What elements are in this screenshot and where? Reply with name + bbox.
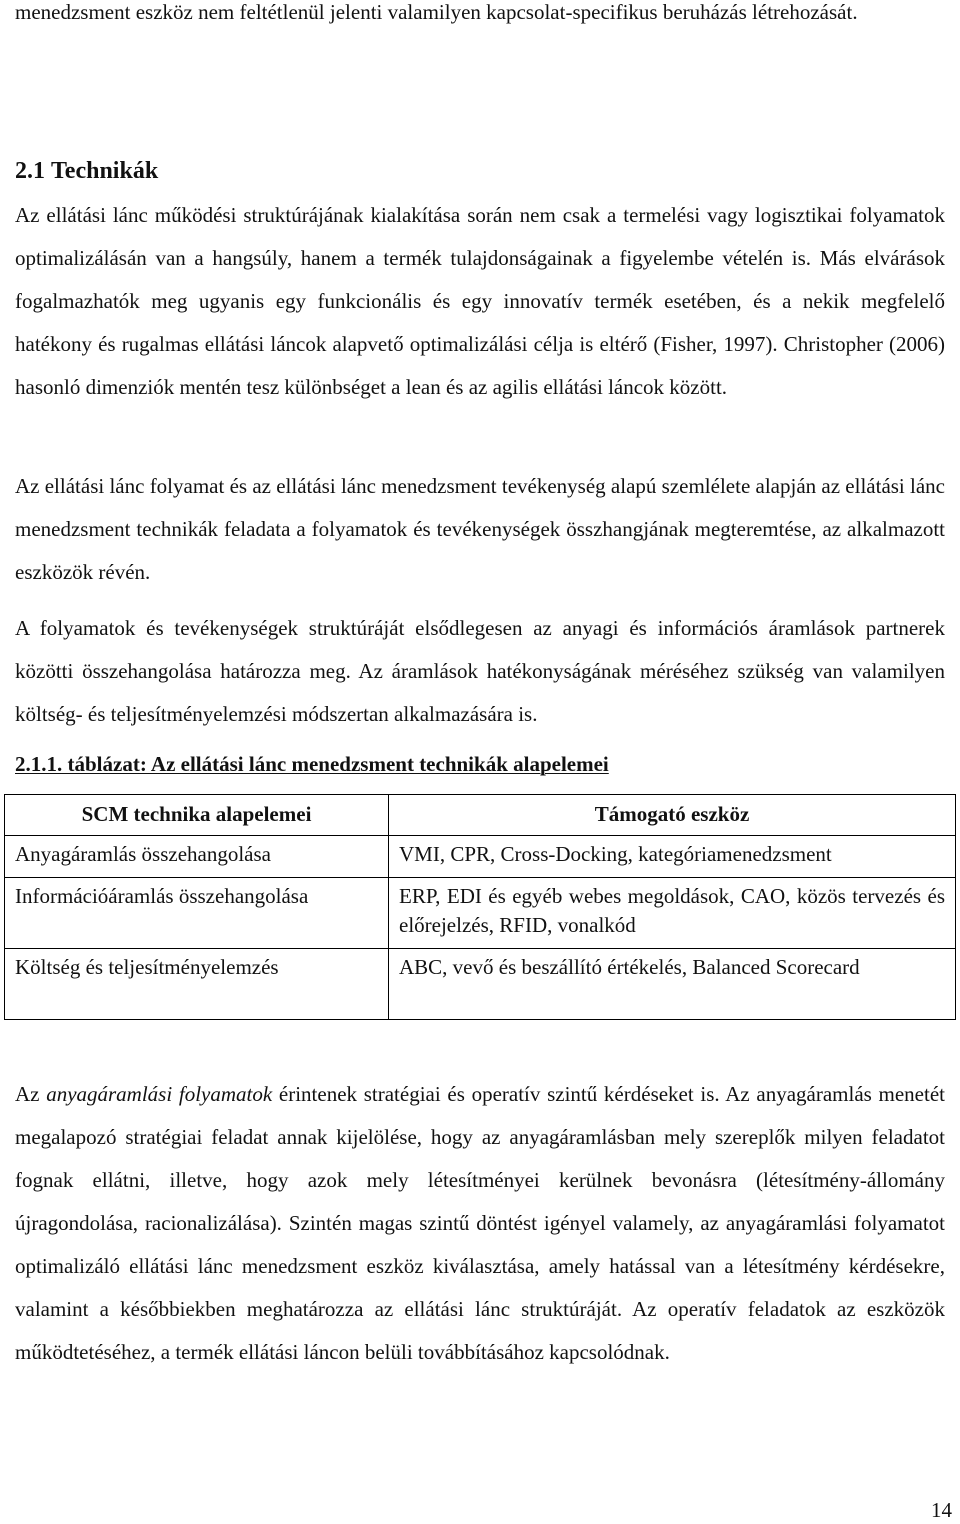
table-header-row: [5, 795, 956, 836]
table-row: [5, 878, 956, 949]
scm-techniques-table: [4, 794, 956, 1020]
table-cell: VMI, CPR, Cross-Docking, kategóriamenedzsment: [389, 836, 956, 878]
table-header-cell: SCM technika alapelemei: [5, 795, 389, 836]
table-header-cell: Támogató eszköz: [389, 795, 956, 836]
table-row: [5, 836, 956, 878]
table-cell: Költség és teljesítményelemzés: [5, 949, 389, 1020]
paragraph-4-rest: érintenek stratégiai és operatív szintű kérdéseket is. Az anyagáramlás menetét megalapozó stratégiai feladat annak kijelölése, hogy az anyagáramlásban mely szereplők milyen feladatot fognak ellátni, illetve, hogy azok mely létesítményei kerülnek bevonásra (létesítmény-állomány újragondolása, racionalizálása). Szintén magas szintű döntést igényel valamely, az anyagáramlási folyamatot optimalizáló ellátási lánc menedzsment eszköz kiválasztása, amely hatással van a létesítmény kérdésekre, valamint a későbbiekben meghatározza az ellátási lánc struktúráját. Az operatív feladatok az eszközök működtetéséhez, a termék ellátási láncon belüli továbbításához kapcsolódnak.: [15, 1082, 945, 1364]
paragraph-4-start: Az: [15, 1082, 47, 1106]
section-heading: [15, 158, 158, 185]
table-row: [5, 949, 956, 1020]
table-cell: ABC, vevő és beszállító értékelés, Balanced Scorecard: [389, 949, 956, 1020]
paragraph-3: A folyamatok és tevékenységek struktúráját elsődlegesen az anyagi és információs áramlások partnerek közötti összehangolása határozza meg. Az áramlások hatékonyságának méréséhez szükség van valamilyen költség- és teljesítményelemzési módszertan alkalmazására is.: [15, 616, 945, 726]
page-number: 14: [931, 1498, 952, 1522]
section-number: 2.1: [15, 158, 45, 184]
paragraph-4-italic: anyagáramlási folyamatok: [46, 1082, 273, 1106]
paragraph-2: Az ellátási lánc folyamat és az ellátási lánc menedzsment tevékenység alapú szemlélete alapján az ellátási lánc menedzsment technikák feladata a folyamatok és tevékenységek összhangjának megteremtése, az alkalmazott eszközök révén.: [15, 474, 945, 584]
intro-paragraph: menedzsment eszköz nem feltétlenül jelenti valamilyen kapcsolat-specifikus beruházás létrehozását.: [15, 0, 858, 24]
paragraph-4: [15, 1073, 945, 1374]
paragraph-1: Az ellátási lánc működési struktúrájának kialakítása során nem csak a termelési vagy logisztikai folyamatok optimalizálásán van a hangsúly, hanem a termék tulajdonságainak a figyelembe vételén is. Más elvárások fogalmazhatók meg ugyanis egy funkcionális és egy innovatív termék esetében, és a nekik megfelelő hatékony és rugalmas ellátási láncok alapvető optimalizálási célja is eltérő (Fisher, 1997). Christopher (2006) hasonló dimenziók mentén tesz különbséget a lean és az agilis ellátási láncok között.: [15, 203, 945, 399]
table-cell: ERP, EDI és egyéb webes megoldások, CAO, közös tervezés és előrejelzés, RFID, vonalkód: [389, 878, 956, 949]
table-cell: Anyagáramlás összehangolása: [5, 836, 389, 878]
table-caption: 2.1.1. táblázat: Az ellátási lánc menedzsment technikák alapelemei: [15, 752, 609, 776]
table-cell: Információáramlás összehangolása: [5, 878, 389, 949]
section-title: Technikák: [51, 158, 159, 184]
